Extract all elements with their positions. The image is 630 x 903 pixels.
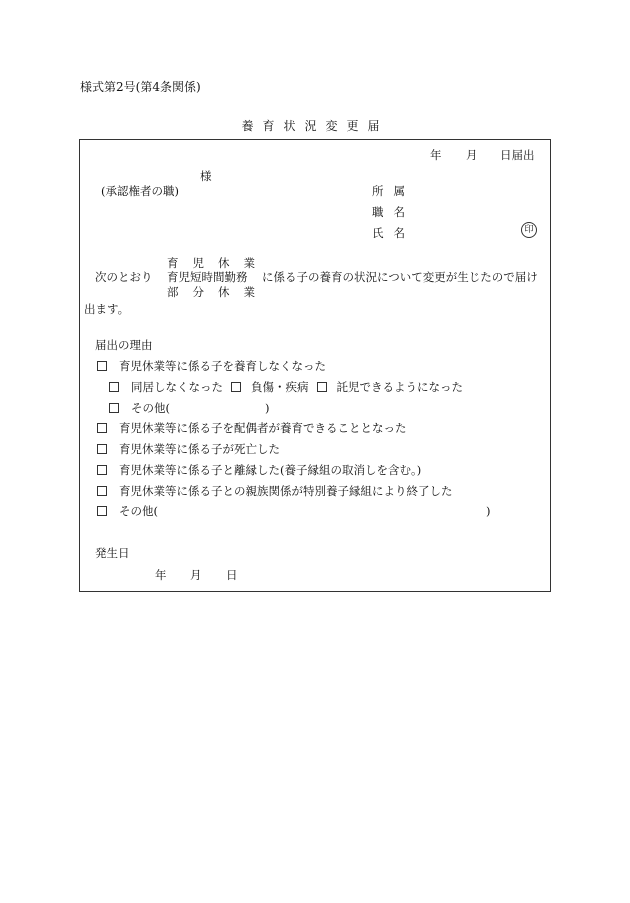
reason-item-4 [97,463,421,477]
sub-reason-label: 同居しなくなった [131,380,223,394]
statement-body: に係る子の養育の状況について変更が生じたので届け [262,270,538,284]
affiliation-label: 所属 [372,184,415,198]
option-childcare-leave: 育児休業 [167,256,269,270]
checkbox[interactable] [317,382,327,392]
reason-label: その他( [119,504,158,518]
reason-item-3 [97,442,280,456]
reason-item-1 [97,359,326,373]
reason-label: 育児休業等に係る子を配偶者が養育できることとなった [119,421,407,435]
checkbox[interactable] [97,423,107,433]
reason-item-5 [97,484,453,498]
reason-label: 育児休業等に係る子を養育しなくなった [119,359,326,373]
occurrence-day-label: 日 [226,568,238,582]
name-label: 氏名 [372,226,415,240]
checkbox[interactable] [97,506,107,516]
sub-reason-row [109,380,463,394]
reason-item-other [97,504,158,518]
statement-end: 出ます。 [84,302,130,316]
checkbox[interactable] [97,465,107,475]
reason-label: 育児休業等に係る子との親族関係が特別養子縁組により終了した [119,484,453,498]
position-label: 職名 [372,205,415,219]
addressee-role: (承認権者の職) [101,184,179,198]
form-number: 様式第2号(第4条関係) [80,80,201,94]
reason-item-2 [97,421,407,435]
sub-reason-label: 負傷・疾病 [251,380,309,394]
reasons-heading: 届出の理由 [95,338,153,352]
sub-other-close: ) [265,401,270,415]
statement-lead: 次のとおり [95,270,153,284]
option-partial-leave: 部分休業 [167,285,269,299]
seal-mark: 印 [521,222,537,238]
checkbox[interactable] [97,444,107,454]
occurrence-year-label: 年 [155,568,167,582]
reason-other-close: ) [486,504,491,518]
date-year-label: 年 [430,148,442,162]
date-month-label: 月 [466,148,478,162]
sub-reason-label: 託児できるようになった [336,380,463,394]
occurrence-label: 発生日 [95,546,130,560]
reason-label: 育児休業等に係る子が死亡した [119,442,280,456]
reason-label: 育児休業等に係る子と離縁した(養子縁組の取消しを含む。) [119,463,422,477]
addressee-sama: 様 [200,169,212,183]
checkbox[interactable] [109,382,119,392]
sub-reason-label: その他( [131,401,170,415]
checkbox[interactable] [231,382,241,392]
checkbox[interactable] [97,486,107,496]
date-submitted-label: 日届出 [500,148,535,162]
checkbox[interactable] [109,403,119,413]
document-title: 養育状況変更届 [241,119,389,133]
sub-reason-other [109,401,170,415]
occurrence-month-label: 月 [190,568,202,582]
checkbox[interactable] [97,361,107,371]
option-short-hours: 育児短時間勤務 [167,270,248,284]
